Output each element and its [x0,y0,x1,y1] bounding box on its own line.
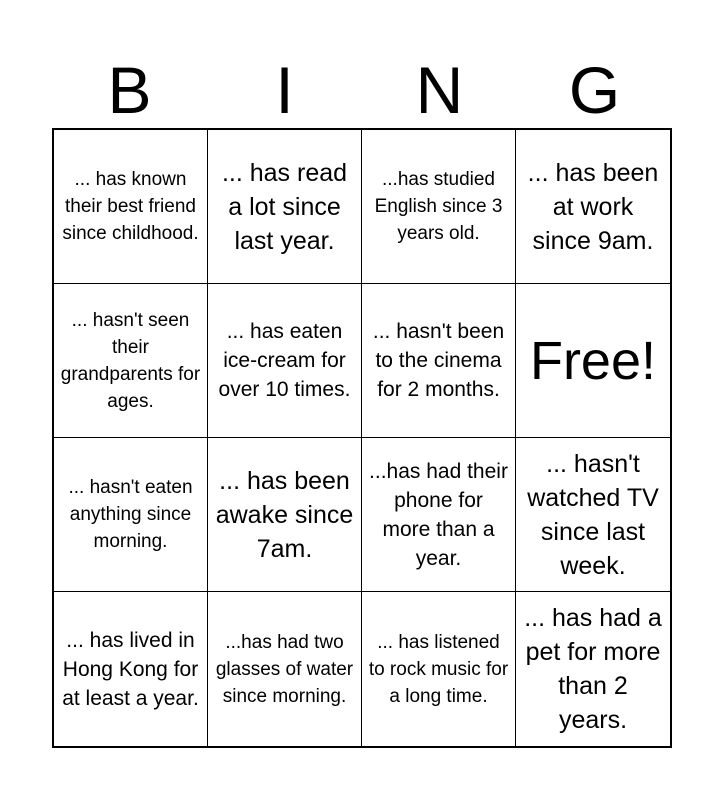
header-letter-g: G [568,53,621,127]
bingo-cell-r2c1[interactable] [54,284,208,438]
bingo-cell-r2c3[interactable] [362,284,516,438]
bingo-cell-r2c2[interactable] [208,284,362,438]
cell-text: ... has been at work since 9am. [527,158,659,255]
cell-text: ... has had a pet for more than 2 years. [524,604,662,734]
bingo-cell-r4c1[interactable] [54,592,208,746]
free-space-text: Free! [529,330,657,391]
cell-text: ...has had two glasses of water since morning. [215,631,354,707]
cell-text: ... has listened to rock music for a long time. [368,631,509,707]
bingo-free-space[interactable] [516,284,670,438]
bingo-cell-r1c2[interactable] [208,130,362,284]
cell-text: ... hasn't been to the cinema for 2 months. [372,320,505,401]
bingo-cell-r3c1[interactable] [54,438,208,592]
cell-text: ... has been awake since 7am. [215,466,354,563]
header-letter-b: B [107,53,152,127]
cell-text: ...has had their phone for more than a year. [369,459,508,570]
bingo-cell-r1c3[interactable] [362,130,516,284]
bingo-cell-r4c4[interactable] [516,592,670,746]
bingo-grid [52,128,672,748]
bingo-cell-r3c2[interactable] [208,438,362,592]
bingo-cell-r1c1[interactable] [54,130,208,284]
cell-text: ... hasn't seen their grandparents for ages. [60,309,201,412]
cell-text: ... has lived in Hong Kong for at least a year. [62,628,199,710]
bingo-header [52,52,672,128]
cell-text: ...has studied English since 3 years old. [374,169,503,244]
cell-text: ... has known their best friend since childhood. [62,169,199,244]
bingo-cell-r3c3[interactable] [362,438,516,592]
bingo-cell-r4c3[interactable] [362,592,516,746]
header-letter-i: I [275,53,294,127]
bingo-cell-r3c4[interactable] [516,438,670,592]
cell-text: ... hasn't eaten anything since morning. [68,477,193,552]
header-letter-n: N [415,53,464,127]
bingo-cell-r1c4[interactable] [516,130,670,284]
bingo-cell-r4c2[interactable] [208,592,362,746]
cell-text: ... hasn't watched TV since last week. [527,449,659,580]
cell-text: ... has read a lot since last year. [221,158,348,255]
cell-text: ... has eaten ice-cream for over 10 times. [218,320,351,401]
